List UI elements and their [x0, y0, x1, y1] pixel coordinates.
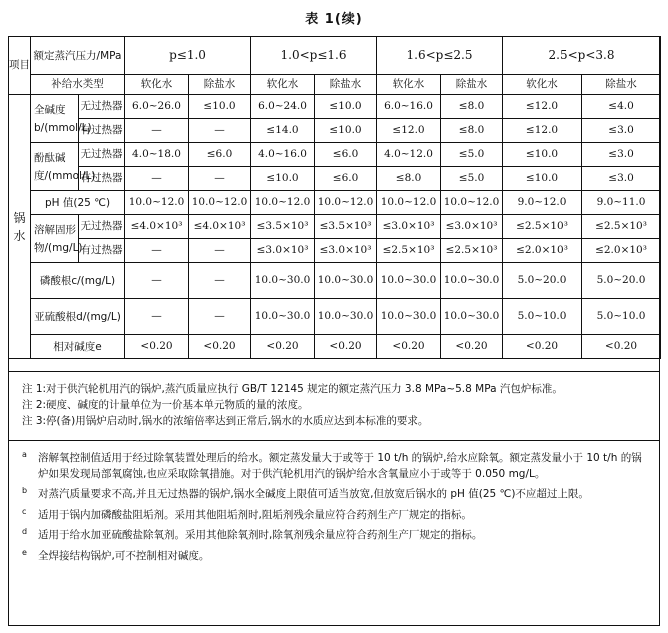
notes-section	[8, 371, 660, 429]
row-sub-label: 无过热器	[79, 143, 125, 167]
header-water-type: 补给水类型	[31, 75, 125, 95]
table-cell: ≤3.0×10³	[441, 215, 503, 239]
table-cell: 4.0~18.0	[125, 143, 189, 167]
table-cell: ≤3.5×10³	[251, 215, 315, 239]
header-range-1: p≤1.0	[125, 37, 251, 75]
table-cell: ≤10.0	[189, 95, 251, 119]
table-cell: ≤12.0	[377, 119, 441, 143]
water-quality-table	[8, 36, 661, 359]
table-cell: 10.0~12.0	[189, 191, 251, 215]
footnote-d: d 适用于给水加亚硫酸盐除氧剂。采用其他除氧剂时,除氧剂残余量应符合药剂生产厂规定的指标。	[22, 527, 483, 541]
table-cell: 4.0~16.0	[251, 143, 315, 167]
table-row	[9, 215, 661, 239]
table-cell: ≤4.0×10³	[125, 215, 189, 239]
table-cell: ≤3.0	[582, 167, 661, 191]
table-cell: ≤6.0	[315, 143, 377, 167]
row-sub-label: 无过热器	[79, 215, 125, 239]
table-cell: ≤6.0	[315, 167, 377, 191]
table-cell: ≤2.0×10³	[503, 239, 582, 263]
table-row	[9, 335, 661, 359]
table-cell: 10.0~30.0	[315, 263, 377, 299]
group-label: 锅水	[9, 95, 31, 359]
table-cell: ≤2.5×10³	[503, 215, 582, 239]
footnote-a: a 溶解氧控制值适用于经过除氧装置处理后的给水。额定蒸发量大于或等于 10 t/h 的锅炉,给水应除氧。额定蒸发量小于 10 t/h 的锅炉如果发现局部氧腐蚀,也应采取除氧措施。对于供汽轮机用汽的锅炉给水含氧量应小于或等于 0.050 mg/L。	[22, 450, 642, 480]
footnote-c: c 适用于锅内加磷酸盐阻垢剂。采用其他阻垢剂时,阻垢剂残余量应符合药剂生产厂规定的指标。	[22, 506, 472, 521]
table-cell: ≤2.5×10³	[377, 239, 441, 263]
table-cell: 9.0~12.0	[503, 191, 582, 215]
table-cell: ≤2.0×10³	[582, 239, 661, 263]
table-cell: ≤10.0	[503, 167, 582, 191]
table-row	[9, 263, 661, 299]
table-cell: —	[125, 167, 189, 191]
table-cell: 10.0~12.0	[251, 191, 315, 215]
table-cell: ≤3.0×10³	[377, 215, 441, 239]
table-cell: ≤3.0×10³	[251, 239, 315, 263]
table-cell: ≤12.0	[503, 95, 582, 119]
table-cell: 10.0~12.0	[441, 191, 503, 215]
row-sub-label: 有过热器	[79, 239, 125, 263]
table-cell: 10.0~12.0	[315, 191, 377, 215]
row-label: 相对碱度e	[31, 335, 125, 359]
header-demin: 除盐水	[189, 75, 251, 95]
table-cell: <0.20	[377, 335, 441, 359]
table-cell: 5.0~10.0	[503, 299, 582, 335]
footnote-b: b 对蒸汽质量要求不高,并且无过热器的锅炉,锅水全碱度上限值可适当放宽,但放宽后锅水的 pH 值(25 ℃)不应超过上限。	[22, 486, 589, 500]
table-cell: <0.20	[503, 335, 582, 359]
table-body	[9, 95, 661, 359]
header-item: 项目	[9, 37, 31, 95]
header-soft: 软化水	[251, 75, 315, 95]
table-row	[9, 239, 661, 263]
table-cell: 4.0~12.0	[377, 143, 441, 167]
row-sub-label: 无过热器	[79, 95, 125, 119]
note-2: 注 2:硬度、碱度的计量单位为一价基本单元物质的量的浓度。	[22, 399, 309, 411]
table-cell: 10.0~12.0	[377, 191, 441, 215]
table-cell: <0.20	[189, 335, 251, 359]
table-cell: —	[189, 119, 251, 143]
table-cell: 10.0~30.0	[315, 299, 377, 335]
table-cell: 10.0~30.0	[251, 299, 315, 335]
table-cell: ≤3.5×10³	[315, 215, 377, 239]
note-3: 注 3:停(备)用锅炉启动时,锅水的浓缩倍率达到正常后,锅水的水质应达到本标准的要求。	[22, 415, 429, 427]
table-cell: 6.0~24.0	[251, 95, 315, 119]
table-cell: —	[125, 119, 189, 143]
table-cell: ≤10.0	[251, 167, 315, 191]
table-cell: <0.20	[441, 335, 503, 359]
table-cell: 9.0~11.0	[582, 191, 661, 215]
table-cell: ≤4.0×10³	[189, 215, 251, 239]
table-cell: 5.0~20.0	[503, 263, 582, 299]
table-cell: ≤5.0	[441, 167, 503, 191]
table-cell: 10.0~30.0	[441, 299, 503, 335]
header-range-3: 1.6<p≤2.5	[377, 37, 503, 75]
table-row	[9, 167, 661, 191]
table-cell: ≤3.0	[582, 143, 661, 167]
table-cell: ≤8.0	[441, 119, 503, 143]
header-demin: 除盐水	[582, 75, 661, 95]
row-sub-label: 有过热器	[79, 119, 125, 143]
table-cell: ≤2.5×10³	[582, 215, 661, 239]
header-demin: 除盐水	[315, 75, 377, 95]
table-cell: ≤8.0	[377, 167, 441, 191]
table-cell: ≤10.0	[315, 119, 377, 143]
footnotes-section	[8, 440, 660, 569]
row-label: 全碱度b/(mmol/L)	[31, 95, 79, 143]
header-pressure: 额定蒸汽压力/MPa	[31, 37, 125, 75]
table-cell: 10.0~30.0	[377, 263, 441, 299]
header-soft: 软化水	[503, 75, 582, 95]
header-range-4: 2.5<p<3.8	[503, 37, 661, 75]
table-cell: ≤3.0×10³	[315, 239, 377, 263]
footnote-e: e 全焊接结构锅炉,可不控制相对碱度。	[22, 547, 210, 562]
table-cell: —	[189, 239, 251, 263]
table-cell: —	[189, 167, 251, 191]
table-cell: ≤10.0	[503, 143, 582, 167]
table-cell: 10.0~12.0	[125, 191, 189, 215]
table-cell: ≤3.0	[582, 119, 661, 143]
row-label: 酚酞碱度/(mmol/L)	[31, 143, 79, 191]
table-cell: 5.0~20.0	[582, 263, 661, 299]
table-cell: ≤12.0	[503, 119, 582, 143]
header-demin: 除盐水	[441, 75, 503, 95]
table-cell: —	[125, 239, 189, 263]
table-cell: —	[125, 299, 189, 335]
table-cell: <0.20	[315, 335, 377, 359]
table-cell: <0.20	[251, 335, 315, 359]
table-cell: 6.0~26.0	[125, 95, 189, 119]
table-cell: ≤6.0	[189, 143, 251, 167]
note-1: 注 1:对于供汽轮机用汽的锅炉,蒸汽质量应执行 GB/T 12145 规定的额定蒸汽压力 3.8 MPa~5.8 MPa 汽包炉标准。	[22, 383, 563, 395]
header-range-2: 1.0<p≤1.6	[251, 37, 377, 75]
table-row	[9, 191, 661, 215]
table-cell: ≤5.0	[441, 143, 503, 167]
row-label: 亚硫酸根d/(mg/L)	[31, 299, 125, 335]
table-cell: 10.0~30.0	[441, 263, 503, 299]
table-cell: 5.0~10.0	[582, 299, 661, 335]
row-label: 磷酸根c/(mg/L)	[31, 263, 125, 299]
table-title: 表 1(续)	[305, 12, 363, 27]
table-cell: ≤14.0	[251, 119, 315, 143]
table-cell: 6.0~16.0	[377, 95, 441, 119]
table-cell: 10.0~30.0	[377, 299, 441, 335]
table-row	[9, 119, 661, 143]
table-cell: ≤4.0	[582, 95, 661, 119]
row-label: pH 值(25 ℃)	[31, 191, 125, 215]
table-cell: —	[189, 263, 251, 299]
table-row	[9, 299, 661, 335]
table-cell: ≤2.5×10³	[441, 239, 503, 263]
table-cell: ≤8.0	[441, 95, 503, 119]
table-cell: —	[189, 299, 251, 335]
table-cell: ≤10.0	[315, 95, 377, 119]
table-cell: 10.0~30.0	[251, 263, 315, 299]
row-sub-label: 有过热器	[79, 167, 125, 191]
table-row	[9, 143, 661, 167]
table-cell: <0.20	[125, 335, 189, 359]
header-soft: 软化水	[125, 75, 189, 95]
table-cell: <0.20	[582, 335, 661, 359]
row-label: 溶解固形物/(mg/L)	[31, 215, 79, 263]
table-row	[9, 95, 661, 119]
table-cell: —	[125, 263, 189, 299]
header-soft: 软化水	[377, 75, 441, 95]
